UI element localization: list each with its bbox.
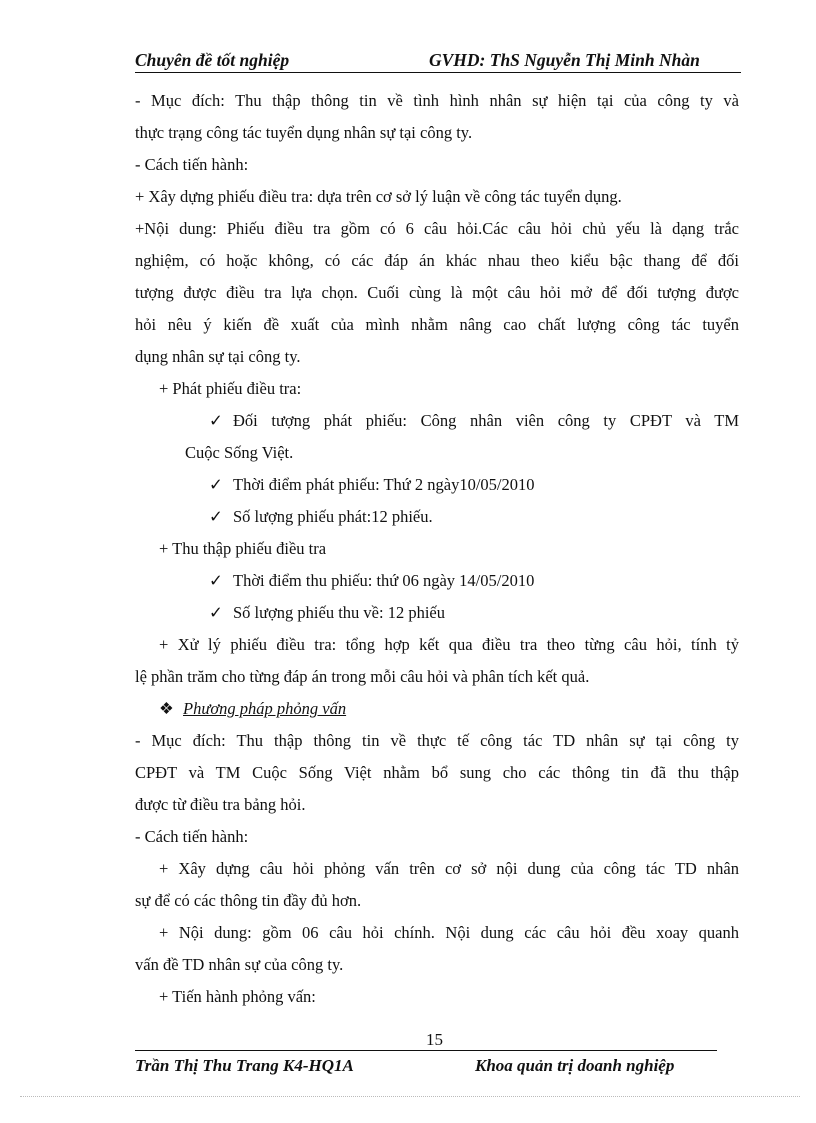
page-edge-divider [20,1096,800,1097]
text-line: lệ phần trăm cho từng đáp án trong mỗi câu hỏi và phân tích kết quả. [135,667,590,686]
text-line: + Xây dựng câu hỏi phỏng vấn trên cơ sở nội dung của công tác TD nhân [159,859,739,878]
text-line: + Thu thập phiếu điều tra [159,539,327,558]
section-heading [135,699,739,731]
text-line: thực trạng công tác tuyển dụng nhân sự tại công ty. [135,123,473,142]
header-title: Chuyên đề tốt nghiệp [135,50,290,70]
text-line: dụng nhân sự tại công ty. [135,347,301,366]
text-line: CPĐT và TM Cuộc Sống Việt nhằm bổ sung cho các thông tin đã thu thập [135,763,739,782]
check-icon: ✓ [209,475,223,494]
page-header [135,50,741,73]
diamond-bullet-icon: ❖ [159,699,174,718]
text-line: + Nội dung: gồm 06 câu hỏi chính. Nội dung các câu hỏi đều xoay quanh [159,923,739,942]
check-icon: ✓ [209,411,223,430]
text-line: - Cách tiến hành: [135,827,249,846]
list-item-text: Thời điểm thu phiếu: thứ 06 ngày 14/05/2010 [233,571,535,590]
text-line: - Mục đích: Thu thập thông tin về thực tế công tác TD nhân sự tại công ty [135,731,739,750]
check-icon: ✓ [209,507,223,526]
text-line: Cuộc Sống Việt. [185,443,294,462]
document-body [135,91,739,1019]
text-line: + Xây dựng phiếu điều tra: dựa trên cơ sở lý luận về công tác tuyển dụng. [135,187,622,206]
text-line: sự để có các thông tin đầy đủ hơn. [135,891,362,910]
list-item [135,475,739,507]
list-item [135,571,739,603]
list-item [135,507,739,539]
text-line: nghiệm, có hoặc không, có các đáp án khác nhau theo kiểu bậc thang để đối [135,251,739,270]
text-line: - Mục đích: Thu thập thông tin về tình hình nhân sự hiện tại của công ty và [135,91,739,110]
text-line: - Cách tiến hành: [135,155,249,174]
footer-department: Khoa quản trị doanh nghiệp [475,1056,675,1075]
text-line: + Tiến hành phỏng vấn: [159,987,316,1006]
list-item [135,603,739,635]
heading-text: Phương pháp phỏng vấn [183,699,347,718]
text-line: hỏi nêu ý kiến đề xuất của mình nhằm nâng cao chất lượng công tác tuyển [135,315,739,334]
text-line: tượng được điều tra lựa chọn. Cuối cùng là một câu hỏi mở để đối tượng được [135,283,739,302]
header-advisor: GVHD: ThS Nguyễn Thị Minh Nhàn [429,50,700,70]
list-item-text: Số lượng phiếu thu về: 12 phiếu [233,603,445,622]
text-line: được từ điều tra bảng hỏi. [135,795,306,814]
page-footer [135,1050,717,1077]
list-item-text: Số lượng phiếu phát:12 phiếu. [233,507,433,526]
list-item-text: Đối tượng phát phiếu: Công nhân viên công ty CPĐT và TM [233,411,739,430]
text-line: +Nội dung: Phiếu điều tra gồm có 6 câu hỏi.Các câu hỏi chủ yếu là dạng trắc [135,219,739,238]
check-icon: ✓ [209,571,223,590]
list-item [135,411,739,443]
text-line: + Phát phiếu điều tra: [159,379,302,398]
footer-author: Trần Thị Thu Trang K4-HQ1A [135,1056,354,1075]
text-line: vấn đề TD nhân sự của công ty. [135,955,344,974]
page-number: 15 [426,1030,443,1049]
check-icon: ✓ [209,603,223,622]
text-line: + Xử lý phiếu điều tra: tổng hợp kết qua điều tra theo từng câu hỏi, tính tỷ [159,635,739,654]
list-item-text: Thời điểm phát phiếu: Thứ 2 ngày10/05/2010 [233,475,535,494]
